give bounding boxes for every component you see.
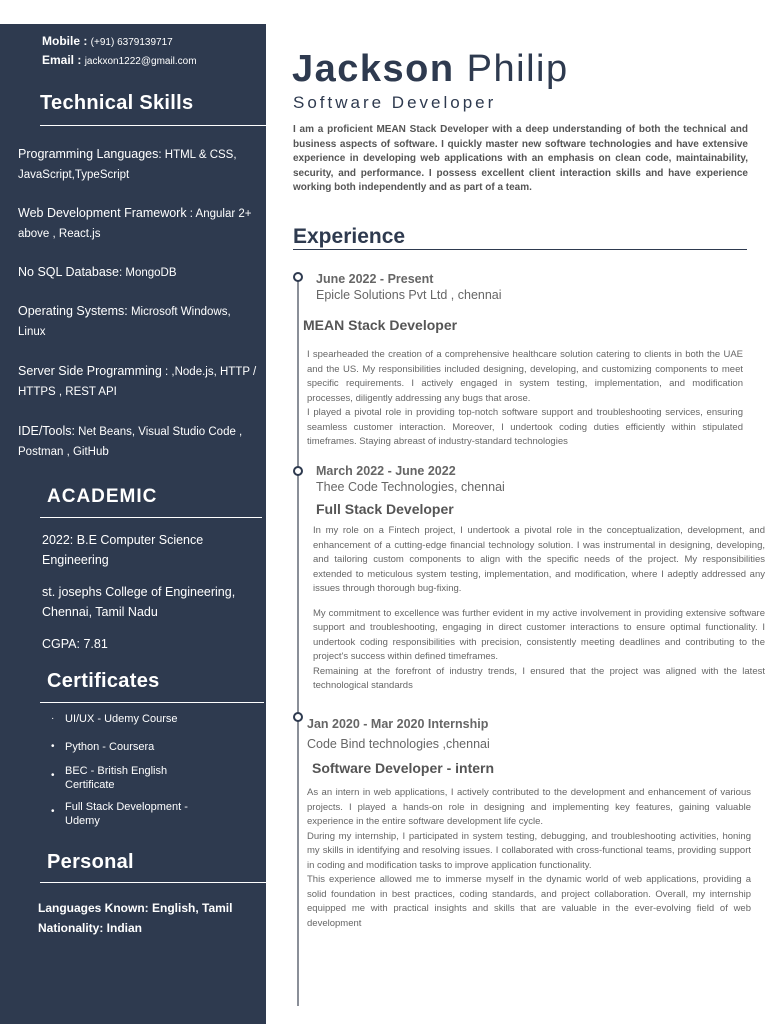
job-title: Software Developer	[293, 93, 497, 112]
skill-value: : ,Node.js, HTTP / HTTPS , REST API	[18, 366, 257, 398]
job-paragraph: As an intern in web applications, I actively contributed to the development and enhancement of various projects. I played a hands-on role in designing and implementing key features, gaining valuable experience in the entire software development life cycle.	[307, 787, 751, 827]
certificate-item	[51, 712, 245, 726]
skill-value: Microsoft Windows, Linux	[18, 306, 231, 338]
email-value: jackxon1222@gmail.com	[84, 56, 197, 67]
certificates-heading: Certificates	[47, 670, 160, 692]
bullet-icon: ·	[51, 713, 55, 724]
job-position: Full Stack Developer	[316, 501, 454, 517]
certificate-label: UI/UX - Udemy Course	[65, 713, 178, 725]
skill-ide-tools	[18, 421, 263, 462]
candidate-name	[292, 48, 569, 91]
skill-label: No SQL Database	[18, 265, 119, 279]
personal-languages: Languages Known: English, Tamil	[38, 901, 233, 915]
academic-cgpa: CGPA: 7.81	[42, 637, 108, 651]
timeline-node-icon	[293, 272, 303, 282]
experience-divider	[293, 249, 747, 250]
certificate-label: BEC - British English Certificate	[65, 765, 168, 791]
job-paragraph: My commitment to excellence was further evident in my active involvement in providing extensive software support and troubleshooting, engaging in direct customer interactions to ensure optimal functionality. I undertook coding responsibilities with precision, consistently meeting deadlines and contributing to the project's success within defined timeframes.	[313, 607, 765, 662]
certificate-label: Full Stack Development - Udemy	[65, 801, 188, 827]
job-description	[313, 524, 765, 694]
sidebar	[0, 24, 266, 1024]
academic-divider	[40, 517, 262, 518]
skill-value: Net Beans, Visual Studio Code , Postman , GitHub	[18, 426, 243, 458]
email-label: Email :	[42, 53, 82, 67]
job-paragraph: I spearheaded the creation of a comprehensive healthcare solution catering to clients in both the UAE and the US. My responsibilities included designing, developing, and customizing components to meet specific requirements. I actively engaged in system testing, implementation, and modification processes, diligently addressing any bugs that arose.	[307, 349, 743, 404]
last-name: Philip	[466, 48, 569, 90]
job-date: Jan 2020 - Mar 2020 Internship	[307, 717, 489, 731]
skill-label: Web Development Framework	[18, 206, 187, 220]
job-date: June 2022 - Present	[316, 272, 434, 286]
certificate-item	[51, 764, 195, 792]
certificates-divider	[40, 702, 264, 703]
job-description	[307, 786, 751, 931]
job-company: Epicle Solutions Pvt Ltd , chennai	[316, 288, 502, 302]
first-name: Jackson	[292, 48, 455, 90]
skills-heading: Technical Skills	[40, 92, 194, 114]
bullet-icon: •	[51, 770, 55, 781]
timeline-node-icon	[293, 712, 303, 722]
skills-divider	[40, 125, 266, 126]
job-company: Thee Code Technologies, chennai	[316, 480, 505, 494]
contact-mobile	[42, 34, 173, 48]
skill-os	[18, 301, 258, 342]
skill-value: : Angular 2+ above , React.js	[18, 208, 252, 240]
skill-label: IDE/Tools:	[18, 424, 75, 438]
certificate-item	[51, 800, 195, 828]
personal-nationality: Nationality: Indian	[38, 921, 143, 935]
job-position: MEAN Stack Developer	[303, 317, 458, 333]
job-paragraph: I played a pivotal role in providing top-notch software support and troubleshooting services, ensuring seamless customer interaction. Moreover, I undertook coding duties efficiently within stipulated timeframes. Staying abreast of industry-standard technologies	[307, 407, 743, 447]
job-company: Code Bind technologies ,chennai	[307, 737, 490, 751]
job-paragraph: During my internship, I participated in system testing, debugging, and troubleshooting activities, honing my skills in identifying and resolving issues. I collaborated with cross-functional teams, providing support in coding and modification tasks to improve application functionality.	[307, 830, 751, 871]
timeline-node-icon	[293, 466, 303, 476]
bullet-icon: •	[51, 806, 55, 817]
certificate-label: Python - Coursera	[65, 741, 155, 753]
mobile-label: Mobile :	[42, 34, 88, 48]
job-paragraph: Remaining at the forefront of industry trends, I ensured that the project was aligned with the latest technological standards	[313, 665, 765, 691]
skill-nosql	[18, 262, 258, 283]
skill-programming	[18, 144, 258, 185]
academic-college: st. josephs College of Engineering, Chennai, Tamil Nadu	[42, 585, 236, 619]
timeline-line	[297, 276, 299, 1006]
skill-label: Operating Systems:	[18, 304, 128, 318]
profile-summary: I am a proficient MEAN Stack Developer with a deep understanding of both the technical and business aspects of software. I quickly master new software technologies and have extensive experience in developing web applications with an emphasis on clean code, maintainability, security, and performance. I possess excellent client interaction skills and have experience working both independently and as part of a team.	[293, 124, 748, 194]
job-paragraph: This experience allowed me to immerse myself in the dynamic world of web applications, providing a solid foundation in best practices, coding standards, and project collaboration. Overall, my internship equipped me with practical insights and skills that are valuable in the ever-evolving field of web development	[307, 874, 751, 929]
job-position: Software Developer - intern	[312, 760, 495, 776]
skill-value: : HTML & CSS, JavaScript,TypeScript	[18, 149, 237, 181]
job-paragraph: In my role on a Fintech project, I undertook a pivotal role in the conceptualization, development, and enhancement of a cutting-edge financial technology solution. I was instrumental in designing, developing, and tailoring custom components to align with the specific needs of the project. My responsibilities extended to meticulous system testing, implementation, and modification, where I adeptly addressed any issues through thorough bug-fixing.	[313, 525, 765, 594]
skill-value: : MongoDB	[118, 267, 177, 279]
experience-heading: Experience	[293, 225, 406, 248]
skill-label: Server Side Programming	[18, 364, 162, 378]
skill-web-framework	[18, 203, 258, 244]
personal-heading: Personal	[47, 851, 134, 873]
skill-label: Programming Languages	[18, 147, 159, 161]
job-description	[307, 348, 743, 450]
job-date: March 2022 - June 2022	[316, 464, 456, 478]
personal-divider	[40, 882, 266, 883]
skill-server-side	[18, 361, 266, 402]
academic-degree: 2022: B.E Computer Science Engineering	[42, 533, 204, 567]
bullet-icon: •	[51, 741, 55, 752]
contact-email	[42, 53, 197, 67]
academic-heading: ACADEMIC	[47, 486, 158, 507]
mobile-value: (+91) 6379139717	[90, 37, 173, 48]
certificate-item	[51, 740, 245, 754]
